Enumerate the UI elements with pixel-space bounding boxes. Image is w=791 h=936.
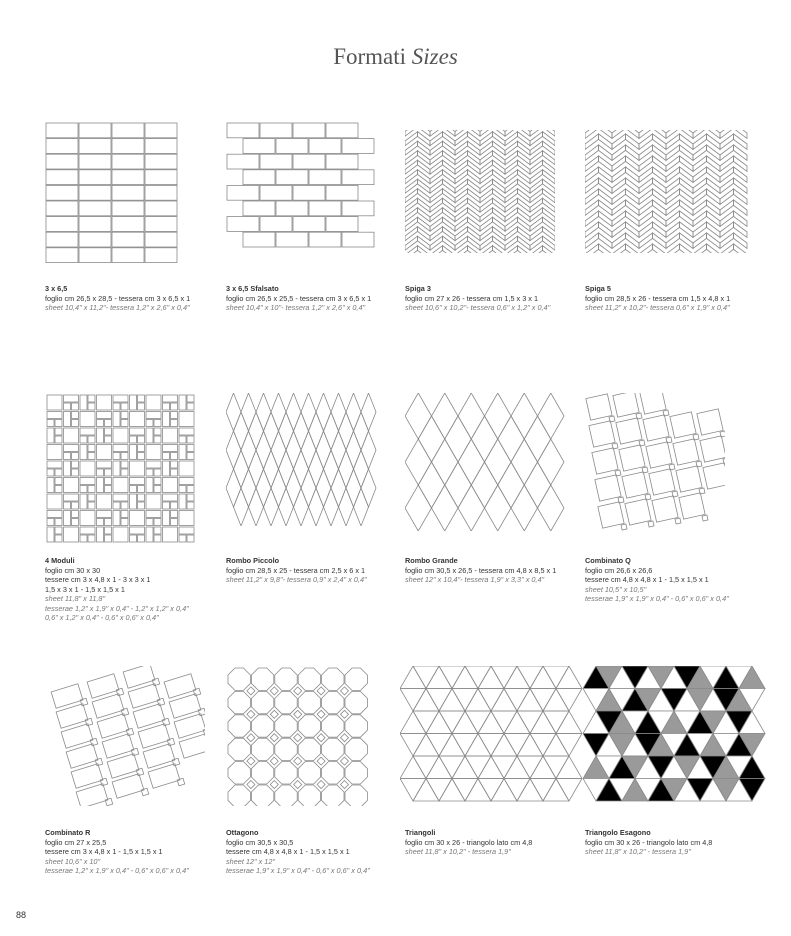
format-name: Triangolo Esagono: [585, 828, 651, 837]
page-number: 88: [16, 910, 27, 920]
format-spec: foglio cm 30,5 x 30,5: [226, 837, 294, 847]
caption-3x65: [45, 284, 220, 313]
caption-combinato-r: [45, 828, 220, 876]
caption-ottagono: [226, 828, 401, 876]
format-name: Combinato Q: [585, 556, 631, 565]
tile-triangolo-esagono: [583, 666, 769, 806]
format-spec: foglio cm 26,5 x 25,5 - tessera cm 3 x 6,5 x 1: [226, 293, 372, 303]
caption-3x65-sfalsato: [226, 284, 401, 313]
format-spec-eng: tesserae 1,9" x 1,9" x 0,4" - 0,6" x 0,6" x 0,4": [226, 866, 370, 875]
title-text: Formati: [333, 44, 407, 69]
format-spec-eng: tesserae 1,2" x 1,9" x 0,4" - 1,2" x 1,2" x 0,4": [45, 603, 189, 613]
tile-spiga-3: [405, 122, 557, 255]
caption-triangoli: [405, 828, 580, 857]
format-spec-eng: sheet 11,8" x 11,8": [45, 594, 106, 603]
format-spec: foglio cm 30 x 26 - triangolo lato cm 4,8: [405, 837, 533, 847]
format-spec: foglio cm 27 x 25,5: [45, 837, 107, 847]
caption-rombo-piccolo: [226, 556, 401, 585]
format-spec-eng: 0,6" x 1,2" x 0,4" - 0,6" x 0,6" x 0,4": [45, 613, 159, 622]
tile-4-moduli: [45, 393, 200, 548]
format-spec-eng: tesserae 1,9" x 1,9" x 0,4" - 0,6" x 0,6" x 0,4": [585, 594, 729, 603]
format-spec: tessere cm 3 x 4,8 x 1 - 1,5 x 1,5 x 1: [45, 847, 163, 856]
page-title: [0, 44, 791, 70]
tile-triangoli: [400, 666, 586, 806]
format-spec-eng: sheet 11,8" x 10,2" - tessera 1,9": [585, 847, 691, 856]
caption-spiga-5: [585, 284, 760, 313]
format-spec-eng: sheet 12" x 10,4"- tessera 1,9" x 3,3" x 0,4": [405, 575, 545, 584]
format-name: Rombo Grande: [405, 556, 458, 565]
tile-ottagono: [226, 666, 384, 806]
tile-3x65: [45, 122, 178, 265]
format-spec: foglio cm 30,5 x 26,5 - tessera cm 4,8 x 8,5 x 1: [405, 565, 557, 575]
format-spec: foglio cm 30 x 30: [45, 565, 101, 575]
format-spec-eng: sheet 11,2" x 10,2"- tessera 0,6" x 1,9" x 0,4": [585, 303, 730, 312]
caption-spiga-3: [405, 284, 580, 313]
format-spec: foglio cm 28,5 x 26 - tessera cm 1,5 x 4,8 x 1: [585, 293, 731, 303]
tile-rombo-grande: [405, 393, 565, 531]
format-spec-eng: sheet 11,2" x 9,8"- tessera 0,9" x 2,4" x 0,4": [226, 575, 367, 584]
tile-combinato-q: [585, 393, 725, 533]
tile-combinato-r: [45, 666, 205, 806]
format-name: Spiga 3: [405, 284, 431, 293]
tile-spiga-5: [585, 122, 753, 255]
format-spec: foglio cm 26,6 x 26,6: [585, 565, 653, 575]
format-spec-eng: sheet 12" x 12": [226, 856, 275, 866]
format-spec: foglio cm 30 x 26 - triangolo lato cm 4,8: [585, 837, 713, 847]
tile-rombo-piccolo: [226, 393, 378, 526]
format-spec: 1,5 x 3 x 1 - 1,5 x 1,5 x 1: [45, 584, 125, 594]
format-name: Ottagono: [226, 828, 259, 837]
format-spec-eng: sheet 10,6" x 10,2"- tessera 0,6" x 1,2" x 0,4": [405, 303, 551, 312]
format-name: 3 x 6,5 Sfalsato: [226, 284, 279, 293]
caption-4-moduli: [45, 556, 220, 623]
format-spec-eng: sheet 10,4" x 11,2"- tessera 1,2" x 2,6" x 0,4": [45, 303, 190, 312]
format-spec-eng: sheet 10,5" x 10,5": [585, 584, 647, 594]
format-spec-eng: sheet 10,6" x 10": [45, 856, 101, 866]
format-name: 3 x 6,5: [45, 284, 68, 293]
format-spec-eng: sheet 10,4" x 10"- tessera 1,2" x 2,6" x 0,4": [226, 303, 366, 312]
format-spec: foglio cm 28,5 x 25 - tessera cm 2,5 x 6 x 1: [226, 565, 366, 575]
title-italic-text: Sizes: [411, 44, 458, 69]
format-spec-eng: sheet 11,8" x 10,2" - tessera 1,9": [405, 847, 511, 856]
format-spec: foglio cm 26,5 x 28,5 - tessera cm 3 x 6,5 x 1: [45, 293, 191, 303]
format-spec: tessere cm 3 x 4,8 x 1 - 3 x 3 x 1: [45, 575, 151, 584]
format-name: 4 Moduli: [45, 556, 75, 565]
tile-3x65-sfalsato: [226, 122, 376, 249]
caption-rombo-grande: [405, 556, 580, 585]
caption-combinato-q: [585, 556, 760, 604]
caption-triangolo-esagono: [585, 828, 760, 857]
format-name: Rombo Piccolo: [226, 556, 280, 565]
format-name: Spiga 5: [585, 284, 611, 293]
format-name: Combinato R: [45, 828, 91, 837]
format-name: Triangoli: [405, 828, 436, 837]
format-spec: foglio cm 27 x 26 - tessera cm 1,5 x 3 x 1: [405, 293, 539, 303]
format-spec: tessere cm 4,8 x 4,8 x 1 - 1,5 x 1,5 x 1: [585, 575, 709, 584]
format-spec-eng: tesserae 1,2" x 1,9" x 0,4" - 0,6" x 0,6" x 0,4": [45, 866, 189, 875]
format-spec: tessere cm 4,8 x 4,8 x 1 - 1,5 x 1,5 x 1: [226, 847, 350, 856]
